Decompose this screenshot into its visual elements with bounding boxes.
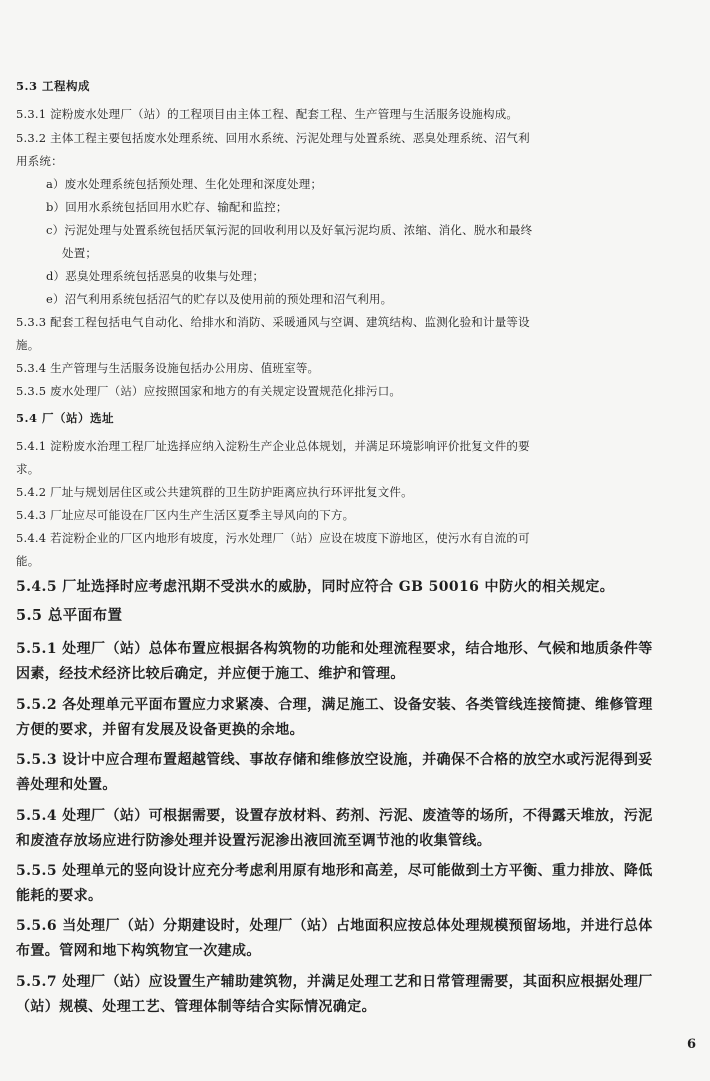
section-5-5-heading: 5.5 总平面布置 (16, 607, 123, 624)
section-5-3-heading: 5.3 工程构成 (16, 79, 91, 93)
list-item-c: c）污泥处理与处置系统包括厌氧污泥的回收利用以及好氧污泥均质、浓缩、消化、脱水和最终 (46, 223, 533, 237)
clause-5-5-1: 5.5.1 处理厂（站）总体布置应根据各构筑物的功能和处理流程要求，结合地形、气候和地质条件等 (16, 641, 653, 657)
clause-5-5-7-cont: （站）规模、处理工艺、管理体制等结合实际情况确定。 (16, 999, 376, 1015)
clause-5-3-2-cont: 用系统： (16, 154, 63, 168)
clause-5-4-3: 5.4.3 厂址应尽可能设在厂区内生产生活区夏季主导风向的下方。 (16, 508, 355, 522)
clause-5-5-5: 5.5.5 处理单元的竖向设计应充分考虑利用原有地形和高差，尽可能做到土方平衡、重力排放、降低 (16, 863, 653, 879)
clause-5-5-4-cont: 和废渣存放场应进行防渗处理并设置污泥渗出液回流至调节池的收集管线。 (16, 833, 492, 849)
list-item-c-cont: 处置； (62, 246, 98, 260)
clause-5-4-1-cont: 求。 (16, 462, 40, 476)
clause-5-4-5: 5.4.5 厂址选择时应考虑汛期不受洪水的威胁，同时应符合 GB 50016 中防火的相关规定。 (16, 579, 615, 595)
clause-5-4-1: 5.4.1 淀粉废水治理工程厂址选择应纳入淀粉生产企业总体规划，并满足环境影响评价批复文件的要 (16, 439, 530, 453)
clause-5-5-3-cont: 善处理和处置。 (16, 777, 117, 793)
list-item-d: d）恶臭处理系统包括恶臭的收集与处理； (46, 269, 265, 283)
clause-5-3-1: 5.3.1 淀粉废水处理厂（站）的工程项目由主体工程、配套工程、生产管理与生活服务设施构成。 (16, 107, 519, 121)
clause-5-3-5: 5.3.5 废水处理厂（站）应按照国家和地方的有关规定设置规范化排污口。 (16, 384, 402, 398)
clause-5-3-3: 5.3.3 配套工程包括电气自动化、给排水和消防、采暖通风与空调、建筑结构、监测化验和计量等设 (16, 315, 530, 329)
clause-5-5-2-cont: 方便的要求，并留有发展及设备更换的余地。 (16, 722, 304, 738)
clause-5-5-6: 5.5.6 当处理厂（站）分期建设时，处理厂（站）占地面积应按总体处理规模预留场地，并进行总体 (16, 918, 653, 934)
page-number: 6 (686, 1037, 696, 1052)
clause-5-4-4-cont: 能。 (16, 554, 40, 568)
clause-5-5-7: 5.5.7 处理厂（站）应设置生产辅助建筑物，并满足处理工艺和日常管理需要，其面积应根据处理厂 (16, 974, 653, 990)
clause-5-3-2: 5.3.2 主体工程主要包括废水处理系统、回用水系统、污泥处理与处置系统、恶臭处理系统、沼气利 (16, 131, 530, 145)
clause-5-5-4: 5.5.4 处理厂（站）可根据需要，设置存放材料、药剂、污泥、废渣等的场所，不得露天堆放，污泥 (16, 808, 653, 824)
section-5-4-heading: 5.4 厂（站）选址 (16, 411, 115, 425)
clause-5-5-1-cont: 因素，经技术经济比较后确定，并应便于施工、维护和管理。 (16, 666, 405, 682)
clause-5-3-4: 5.3.4 生产管理与生活服务设施包括办公用房、值班室等。 (16, 361, 320, 375)
clause-5-5-3: 5.5.3 设计中应合理布置超越管线、事故存储和维修放空设施，并确保不合格的放空水或污泥得到妥 (16, 752, 653, 768)
clause-5-4-4: 5.4.4 若淀粉企业的厂区内地形有坡度，污水处理厂（站）应设在坡度下游地区，使污水有自流的可 (16, 531, 530, 545)
list-item-b: b）回用水系统包括回用水贮存、输配和监控； (46, 200, 288, 214)
list-item-a: a）废水处理系统包括预处理、生化处理和深度处理； (46, 177, 323, 191)
clause-5-5-6-cont: 布置。管网和地下构筑物宜一次建成。 (16, 943, 261, 959)
clause-5-3-3-cont: 施。 (16, 338, 40, 352)
clause-5-4-2: 5.4.2 厂址与规划居住区或公共建筑群的卫生防护距离应执行环评批复文件。 (16, 485, 413, 499)
clause-5-5-2: 5.5.2 各处理单元平面布置应力求紧凑、合理，满足施工、设备安装、各类管线连接简捷、维修管理 (16, 697, 653, 713)
clause-5-5-5-cont: 能耗的要求。 (16, 888, 103, 904)
list-item-e: e）沼气利用系统包括沼气的贮存以及使用前的预处理和沼气利用。 (46, 292, 393, 306)
